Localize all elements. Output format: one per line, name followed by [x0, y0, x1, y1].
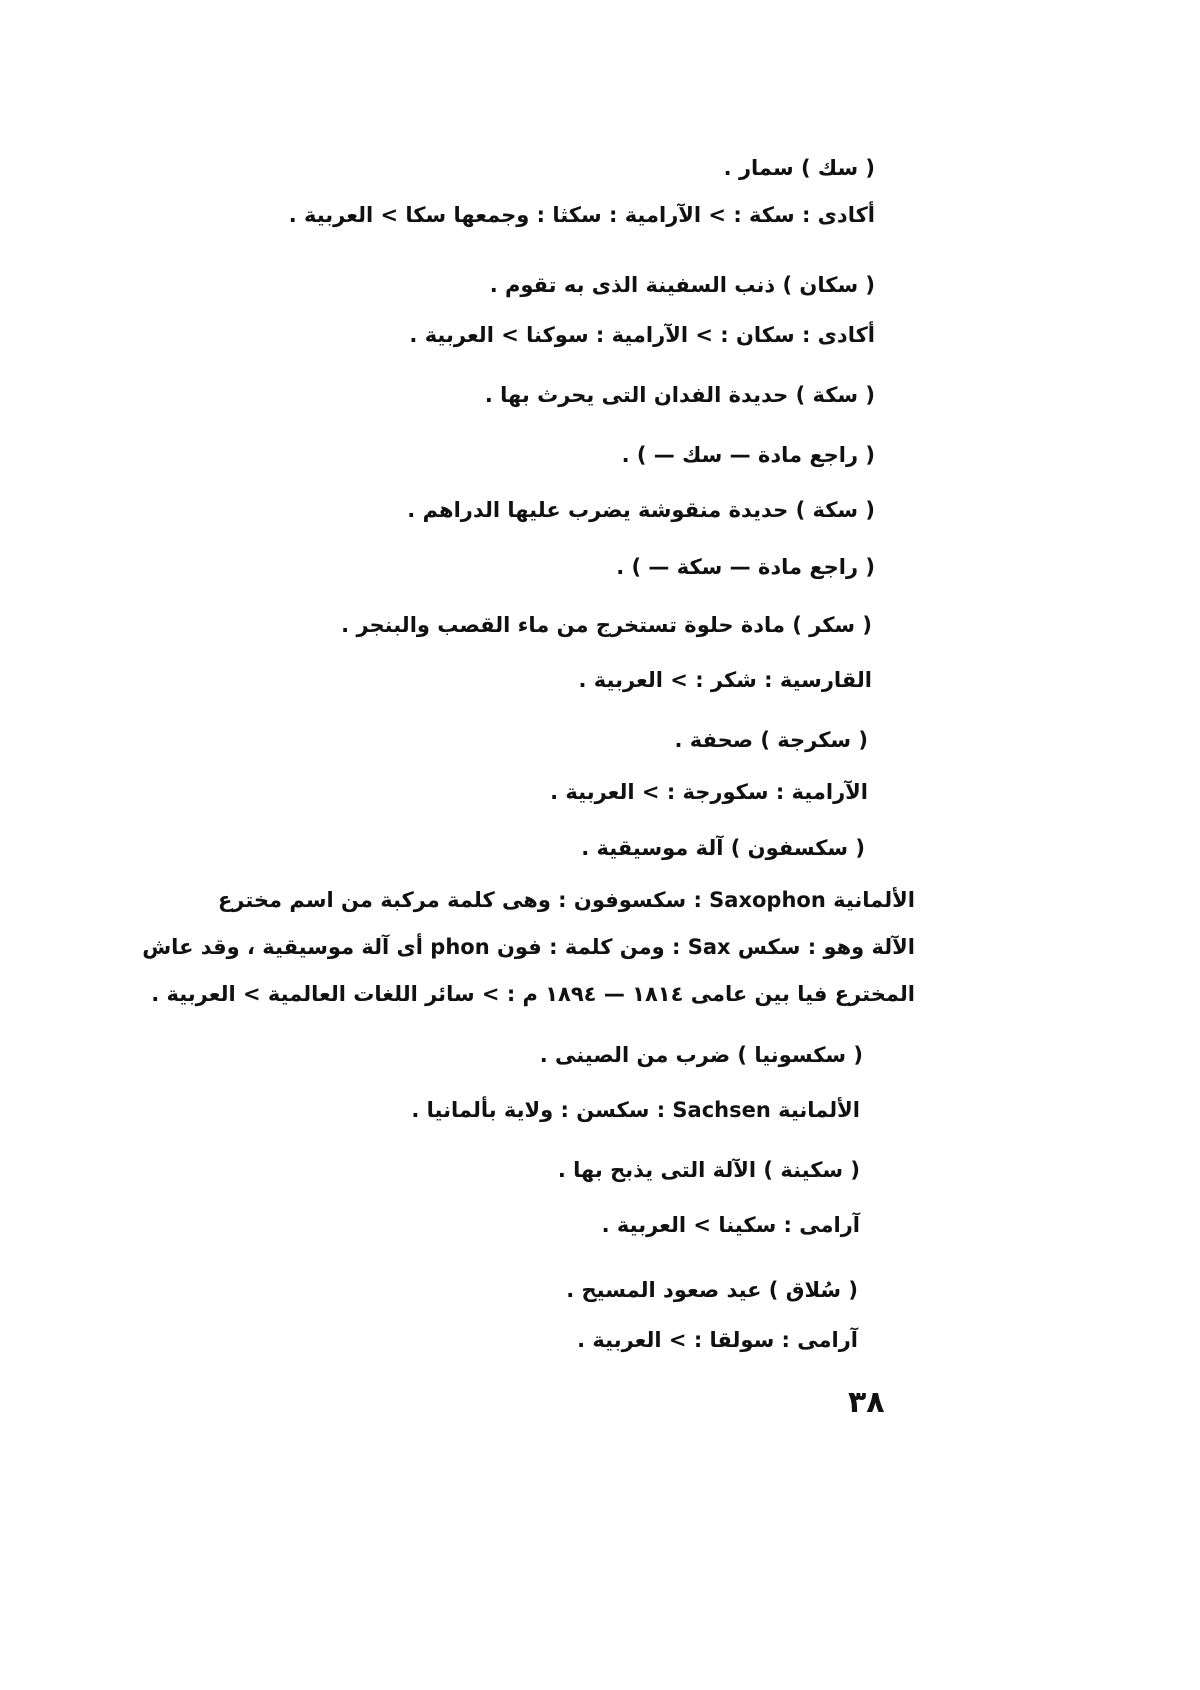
entry-headword-line: ( سكة ) حديدة الفدان التى يحرث بها . — [484, 383, 875, 407]
etymology-line: أكادى : سكة : > الآرامية : سكثا : وجمعها سكا > العربية . — [288, 203, 875, 227]
etymology-line: الألمانية Sachsen : سكسن : ولاية بألمانيا . — [411, 1098, 860, 1122]
cross-reference-line: ( راجع مادة — سك — ) . — [621, 443, 875, 467]
entry-headword-line: ( سكان ) ذنب السفينة الذى به تقوم . — [489, 273, 875, 297]
etymology-line: آرامى : سولقا : > العربية . — [577, 1328, 858, 1352]
etymology-line: أكادى : سكان : > الآرامية : سوكنا > العربية . — [409, 323, 875, 347]
entry-headword-line: ( سكينة ) الآلة التى يذبح بها . — [557, 1158, 860, 1182]
etymology-paragraph-line: الألمانية Saxophon : سكسوفون : وهى كلمة مركبة من اسم مخترع — [217, 888, 915, 912]
entry-headword-line: ( سكسونيا ) ضرب من الصينى . — [539, 1043, 863, 1067]
entry-headword-line: ( سُلاق ) عيد صعود المسيح . — [566, 1278, 858, 1302]
entry-headword-line: ( سكسفون ) آلة موسيقية . — [581, 836, 865, 860]
page-number: ٣٨ — [848, 1385, 885, 1420]
etymology-paragraph-line: الآلة وهو : سكس Sax : ومن كلمة : فون phon أى آلة موسيقية ، وقد عاش — [142, 935, 915, 959]
entry-headword-line: ( سك ) سمار . — [723, 156, 875, 180]
etymology-line: القارسية : شكر : > العربية . — [578, 668, 872, 692]
cross-reference-line: ( راجع مادة — سكة — ) . — [616, 555, 875, 579]
entry-headword-line: ( سكة ) حديدة منقوشة يضرب عليها الدراهم . — [407, 498, 875, 522]
etymology-line: آرامى : سكينا > العربية . — [601, 1213, 860, 1237]
etymology-paragraph-line: المخترع فيا بين عامى ١٨١٤ — ١٨٩٤ م : > سائر اللغات العالمية > العربية . — [151, 982, 915, 1006]
entry-headword-line: ( سكرجة ) صحفة . — [674, 728, 868, 752]
entry-headword-line: ( سكر ) مادة حلوة تستخرج من ماء القصب والبنجر . — [341, 613, 872, 637]
etymology-line: الآرامية : سكورجة : > العربية . — [550, 780, 868, 804]
